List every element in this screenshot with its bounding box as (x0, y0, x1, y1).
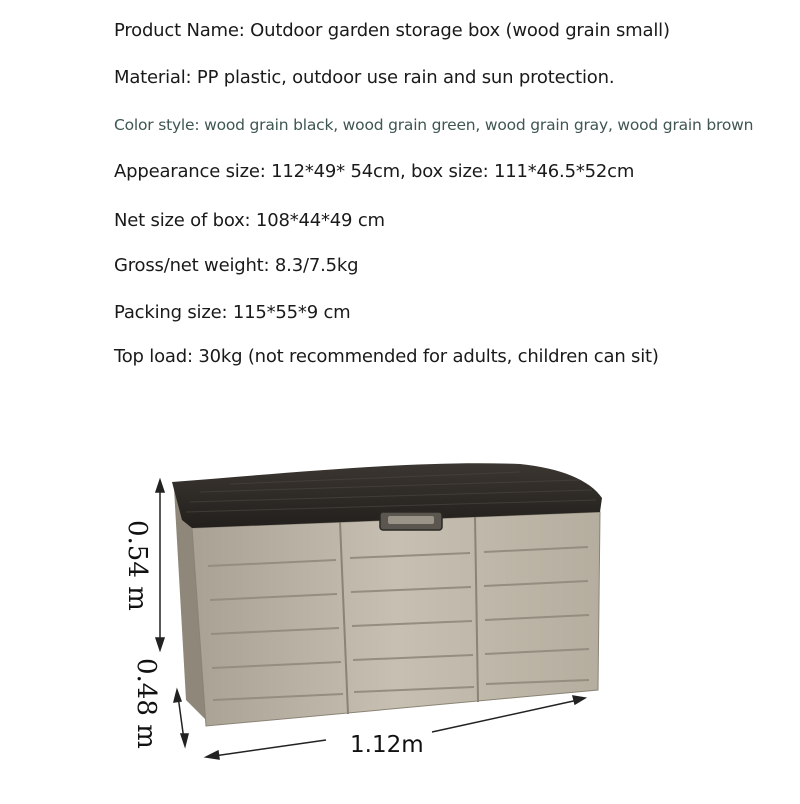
spec-appearance-size: Appearance size: 112*49* 54cm, box size: 111*46.5*52cm (114, 161, 635, 182)
box-body (192, 512, 600, 726)
spec-product-name: Product Name: Outdoor garden storage box (wood grain small) (114, 20, 670, 41)
spec-net-size: Net size of box: 108*44*49 cm (114, 210, 385, 231)
spec-material: Material: PP plastic, outdoor use rain and sun protection. (114, 67, 615, 88)
height-dimension-label: 0.54 m (122, 520, 152, 611)
spec-color-style: Color style: wood grain black, wood grain green, wood grain gray, wood grain brown (114, 116, 754, 134)
spec-top-load: Top load: 30kg (not recommended for adults, children can sit) (114, 346, 659, 367)
height-dimension-line (156, 480, 164, 650)
spec-weight: Gross/net weight: 8.3/7.5kg (114, 255, 359, 276)
width-dimension-label: 1.12m (350, 732, 424, 758)
depth-dimension-label: 0.48 m (131, 658, 161, 749)
depth-dimension-line (174, 690, 188, 746)
box-latch (380, 512, 442, 530)
product-figure (0, 400, 800, 800)
spec-packing-size: Packing size: 115*55*9 cm (114, 302, 351, 323)
